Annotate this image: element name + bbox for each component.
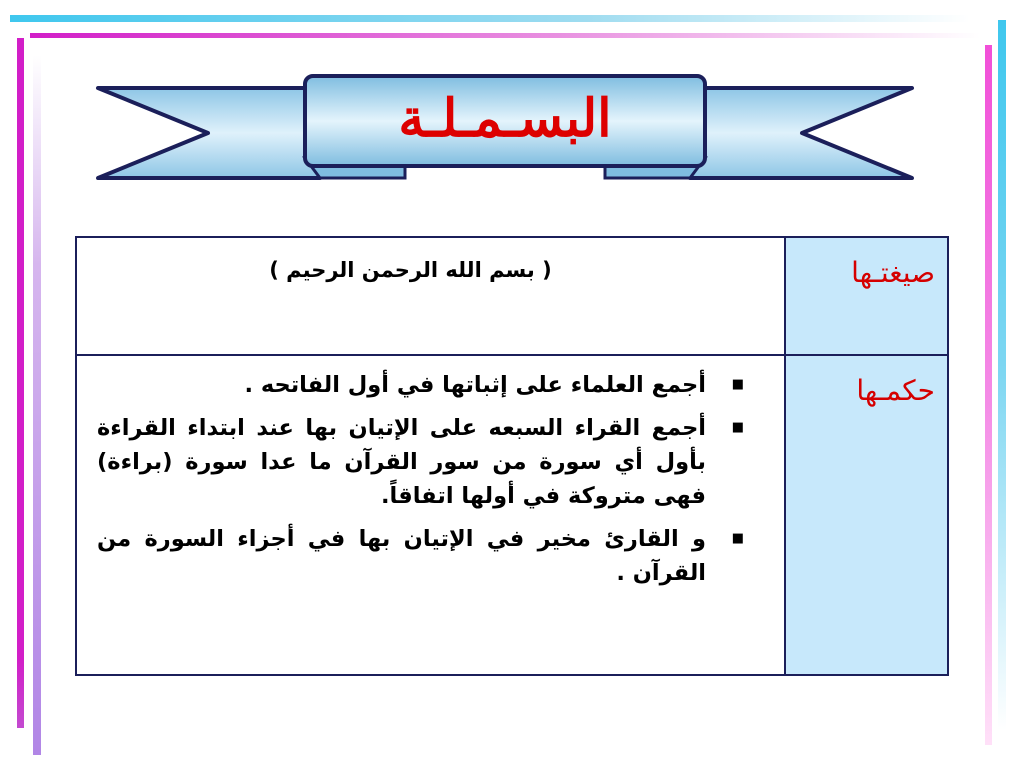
ruling-item-text: و القارئ مخير في الإتيان بها في أجزاء السورة من القرآن . — [97, 526, 706, 586]
left-decor-bar-violet — [33, 55, 41, 755]
label-formula: صيغتـها — [851, 256, 935, 289]
ruling-item-text: أجمع القراء السبعه على الإتيان بها عند ابتداء القراءة بأول أي سورة من سور القرآن ما عدا سورة (براءة) فهى متروكة في أولها اتفاقاً. — [97, 415, 706, 509]
square-bullet-icon: ■ — [731, 531, 744, 546]
ruling-item — [97, 411, 754, 513]
ruling-cell — [76, 355, 785, 675]
basmala-formula-text: ( بسم الله الرحمن الرحيم ) — [269, 258, 552, 282]
basmala-table — [75, 236, 949, 676]
formula-cell — [76, 237, 785, 355]
top-decor-bar-magenta — [30, 33, 980, 38]
ruling-item-text: أجمع العلماء على إثباتها في أول الفاتحه . — [244, 372, 706, 398]
right-decor-bar-magenta — [985, 45, 992, 745]
ruling-item — [97, 368, 754, 402]
right-decor-bar-cyan — [998, 20, 1006, 730]
square-bullet-icon: ■ — [731, 420, 744, 435]
banner-left-tail — [98, 88, 320, 178]
square-bullet-icon: ■ — [731, 377, 744, 392]
label-cell-formula — [785, 237, 948, 355]
table-row-ruling — [76, 355, 948, 675]
page-title: البسـمـلـة — [398, 87, 612, 149]
table-row-formula — [76, 237, 948, 355]
label-ruling: حكمـها — [856, 374, 935, 407]
banner-right-tail — [690, 88, 912, 178]
top-decor-bar-cyan — [10, 15, 970, 22]
left-decor-bar-magenta — [17, 38, 24, 728]
ruling-list — [97, 368, 754, 590]
ruling-item — [97, 522, 754, 590]
label-cell-ruling — [785, 355, 948, 675]
